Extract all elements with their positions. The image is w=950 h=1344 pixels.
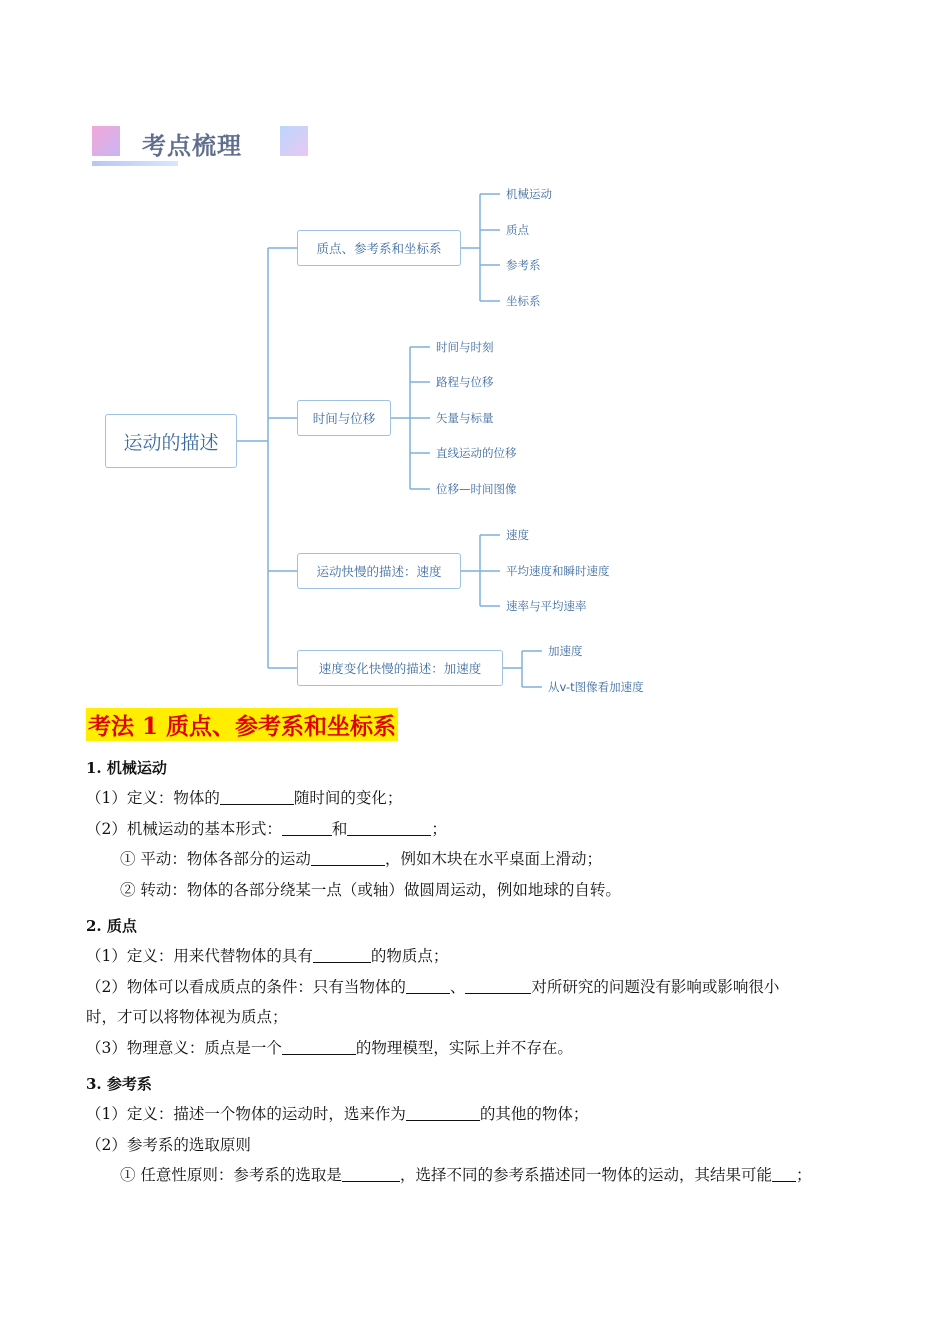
mind-map-leaf: 时间与时刻 bbox=[436, 340, 494, 354]
text: ① 平动：物体各部分的运动 bbox=[120, 850, 311, 868]
text: 对所研究的问题没有影响或影响很小 bbox=[531, 977, 780, 996]
mind-map-branch-2: 时间与位移 bbox=[297, 400, 391, 436]
mind-map-root: 运动的描述 bbox=[105, 414, 237, 468]
mind-map-leaf: 直线运动的位移 bbox=[436, 446, 517, 460]
mind-map-leaf: 质点 bbox=[506, 223, 529, 237]
mind-map-leaf: 矢量与标量 bbox=[436, 411, 494, 425]
paragraph bbox=[86, 783, 866, 814]
paragraph bbox=[86, 972, 866, 1003]
section-banner bbox=[92, 124, 308, 168]
blank bbox=[220, 788, 294, 805]
mind-map-leaf: 速率与平均速率 bbox=[506, 599, 587, 613]
blank bbox=[772, 1165, 796, 1182]
text: ，选择不同的参考系描述同一物体的运动，其结果可能 bbox=[399, 1166, 772, 1184]
blank bbox=[465, 977, 531, 994]
mind-map-leaf: 加速度 bbox=[548, 644, 583, 658]
mind-map-leaf: 路程与位移 bbox=[436, 375, 494, 389]
text: 、 bbox=[449, 977, 466, 996]
paragraph bbox=[86, 1099, 866, 1130]
section-content bbox=[86, 708, 866, 1191]
blank bbox=[406, 977, 450, 994]
mind-map-branch-3: 运动快慢的描述：速度 bbox=[297, 553, 461, 589]
text: ； bbox=[431, 819, 447, 838]
text: 的物理模型，实际上并不存在。 bbox=[355, 1038, 573, 1057]
mind-map-branch-4: 速度变化快慢的描述：加速度 bbox=[297, 650, 503, 686]
paragraph: （2）参考系的选取原则 bbox=[86, 1135, 251, 1154]
mind-map-leaf: 坐标系 bbox=[506, 294, 541, 308]
text: （2）物体可以看成质点的条件：只有当物体的 bbox=[86, 977, 406, 996]
text: （1）定义：物体的 bbox=[86, 789, 220, 807]
heading-mechanical-motion: 1. 机械运动 bbox=[86, 759, 167, 777]
mind-map-leaf: 参考系 bbox=[506, 258, 541, 272]
paragraph bbox=[86, 1033, 866, 1064]
text: ① 任意性原则：参考系的选取是 bbox=[120, 1166, 342, 1184]
blank bbox=[313, 946, 371, 963]
blank bbox=[347, 819, 431, 836]
mind-map-leaf: 速度 bbox=[506, 528, 529, 542]
text: （2）机械运动的基本形式： bbox=[86, 819, 282, 838]
text: 和 bbox=[331, 819, 348, 838]
blank bbox=[282, 1038, 356, 1055]
blank bbox=[342, 1165, 400, 1182]
paragraph: 时，才可以将物体视为质点； bbox=[86, 1008, 288, 1026]
banner-decoration-right bbox=[280, 126, 308, 156]
mind-map-leaf: 机械运动 bbox=[506, 187, 552, 201]
banner-decoration-left bbox=[92, 126, 120, 156]
paragraph bbox=[86, 844, 866, 875]
text: 随时间的变化； bbox=[293, 789, 403, 807]
text: （1）定义：描述一个物体的运动时，选来作为 bbox=[86, 1105, 406, 1123]
mind-map-leaf: 平均速度和瞬时速度 bbox=[506, 564, 610, 578]
paragraph: ② 转动：物体的各部分绕某一点（或轴）做圆周运动，例如地球的自转。 bbox=[120, 880, 621, 899]
text: ； bbox=[795, 1166, 812, 1184]
text: （1）定义：用来代替物体的具有 bbox=[86, 947, 313, 965]
mind-map-branch-1: 质点、参考系和坐标系 bbox=[297, 230, 461, 266]
section-title: 考法 1 质点、参考系和坐标系 bbox=[86, 708, 398, 741]
heading-particle: 2. 质点 bbox=[86, 917, 137, 935]
heading-reference-frame: 3. 参考系 bbox=[86, 1075, 152, 1093]
mind-map-leaf: 从v-t图像看加速度 bbox=[548, 680, 644, 694]
mind-map bbox=[0, 180, 950, 700]
paragraph bbox=[86, 814, 866, 845]
text: （3）物理意义：质点是一个 bbox=[86, 1038, 282, 1057]
banner-title: 考点梳理 bbox=[142, 132, 242, 160]
banner-underline bbox=[92, 161, 178, 166]
blank bbox=[311, 849, 385, 866]
paragraph bbox=[86, 941, 866, 972]
paragraph bbox=[86, 1160, 866, 1191]
text: 的物质点； bbox=[370, 947, 449, 965]
text: ，例如木块在水平桌面上滑动； bbox=[384, 850, 602, 868]
text: 的其他的物体； bbox=[479, 1105, 589, 1123]
blank bbox=[282, 819, 332, 836]
blank bbox=[406, 1104, 480, 1121]
mind-map-leaf: 位移—时间图像 bbox=[436, 482, 517, 496]
